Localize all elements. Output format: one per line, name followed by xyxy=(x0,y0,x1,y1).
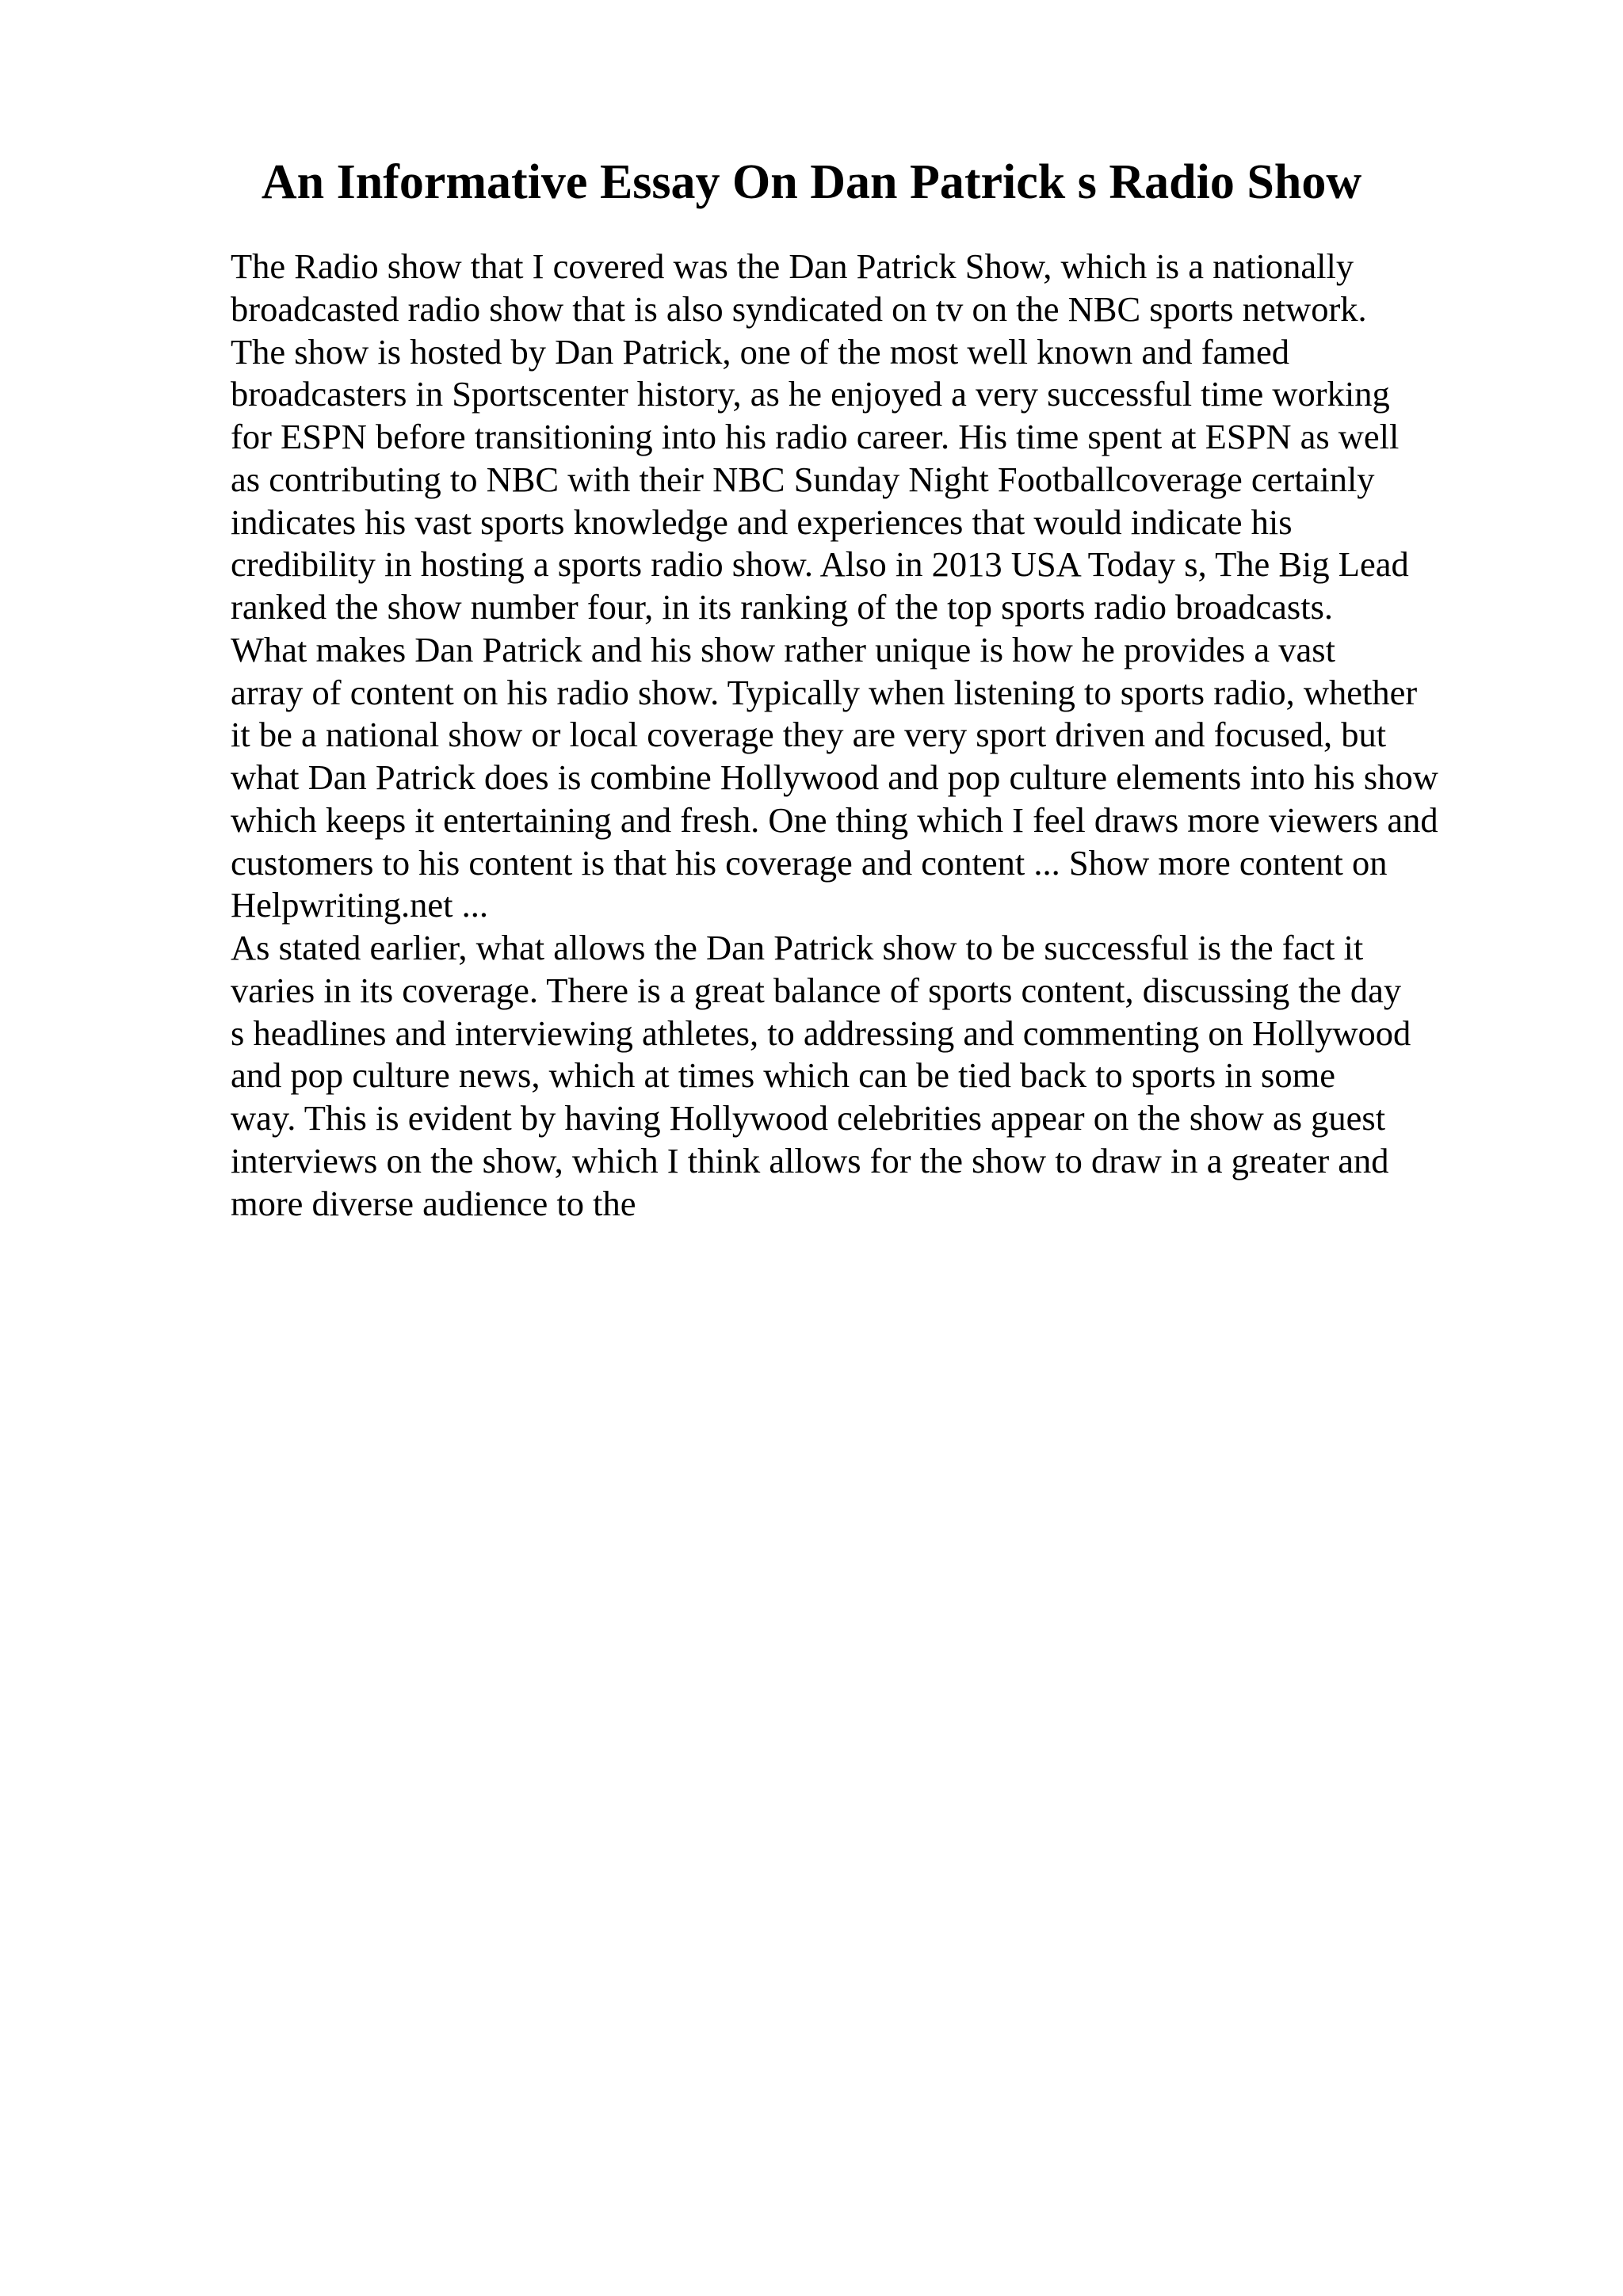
text-line: interviews on the show, which I think allows for the show to draw in a greater and xyxy=(231,1140,1389,1180)
text-line: As stated earlier, what allows the Dan Patrick show to be successful is the fact it xyxy=(231,928,1364,967)
text-line: Helpwriting.net ... xyxy=(231,885,489,925)
essay-body xyxy=(231,246,1514,1225)
text-line: what Dan Patrick does is combine Hollywood and pop culture elements into his show xyxy=(231,757,1438,797)
text-line: indicates his vast sports knowledge and experiences that would indicate his xyxy=(231,502,1293,542)
text-line: as contributing to NBC with their NBC Sunday Night Footballcoverage certainly xyxy=(231,459,1375,499)
text-line: and pop culture news, which at times which can be tied back to sports in some xyxy=(231,1055,1335,1096)
text-line: broadcasted radio show that is also syndicated on tv on the NBC sports network. xyxy=(231,288,1367,329)
text-line: for ESPN before transitioning into his radio career. His time spent at ESPN as well xyxy=(231,417,1400,456)
text-line: credibility in hosting a sports radio show. Also in 2013 USA Today s, The Big Lead xyxy=(231,544,1409,585)
text-line: broadcasters in Sportscenter history, as he enjoyed a very successful time working xyxy=(231,374,1390,414)
text-line: way. This is evident by having Hollywood celebrities appear on the show as guest xyxy=(231,1098,1386,1138)
text-line: it be a national show or local coverage they are very sport driven and focused, but xyxy=(231,715,1387,755)
text-line: s headlines and interviewing athletes, to addressing and commenting on Hollywood xyxy=(231,1013,1411,1053)
text-line: which keeps it entertaining and fresh. One thing which I feel draws more viewers and xyxy=(231,799,1438,840)
text-line: The Radio show that I covered was the Dan Patrick Show, which is a nationally xyxy=(231,246,1354,286)
text-line: array of content on his radio show. Typically when listening to sports radio, whether xyxy=(231,672,1418,712)
text-line: more diverse audience to the xyxy=(231,1183,636,1223)
text-line: varies in its coverage. There is a great balance of sports content, discussing the day xyxy=(231,970,1402,1010)
text-line: customers to his content is that his coverage and content ... Show more content on xyxy=(231,842,1388,883)
text-line: ranked the show number four, in its ranking of the top sports radio broadcasts. xyxy=(231,587,1334,627)
text-line: The show is hosted by Dan Patrick, one of the most well known and famed xyxy=(231,331,1289,372)
document-title: An Informative Essay On Dan Patrick s Radio Show xyxy=(261,155,1362,209)
text-line: What makes Dan Patrick and his show rather unique is how he provides a vast xyxy=(231,629,1335,669)
